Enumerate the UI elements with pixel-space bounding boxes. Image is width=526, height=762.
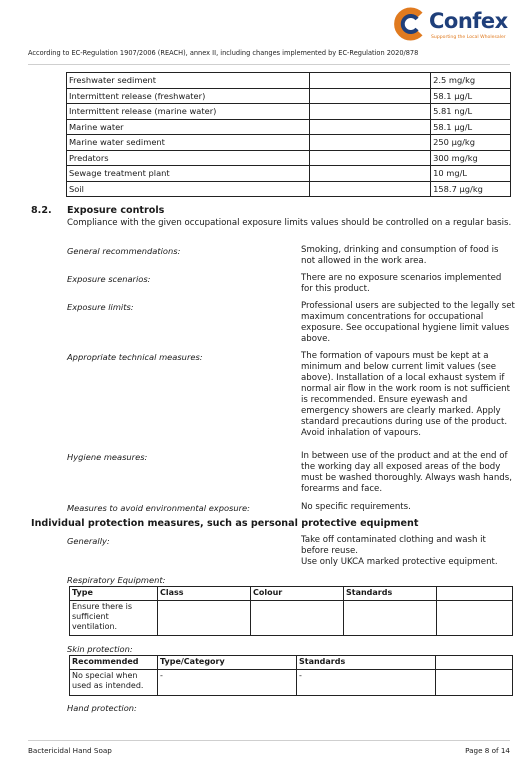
table-cell: Sewage treatment plant: [67, 166, 310, 182]
section-intro: Compliance with the given occupational exposure limits values should be controlled on a regular basis.: [67, 218, 512, 228]
table-cell: [309, 73, 430, 89]
table-cell: Ensure there is sufficient ventilation.: [70, 601, 158, 636]
table-cell: 58.1 µg/L: [431, 119, 511, 135]
section-title: Exposure controls: [67, 205, 165, 216]
skin-protection-label: Skin protection:: [67, 644, 133, 654]
table-cell: [251, 601, 344, 636]
footer-product-name: Bactericidal Hand Soap: [28, 746, 112, 755]
table-cell: Intermittent release (marine water): [67, 104, 310, 120]
table-cell: [158, 601, 251, 636]
table-row: [67, 73, 511, 89]
footer-divider: [28, 740, 510, 741]
technical-measures-value: The formation of vapours must be kept at a minimum and below current limit values (see above). Installation of a local exhaust system if normal air flow in the work room is not sufficient is recommended. Ensure eyewash and emergency showers are clearly marked. Apply standard precautions during use of the product. Avoid inhalation of vapours.: [301, 351, 510, 438]
table-cell: Predators: [67, 150, 310, 166]
column-header: Standards: [344, 587, 437, 601]
column-header: Type/Category: [158, 656, 297, 670]
column-header: Type: [70, 587, 158, 601]
table-cell: 58.1 µg/L: [431, 88, 511, 104]
section-number: 8.2.: [31, 205, 52, 216]
table-row: [67, 88, 511, 104]
table-row: [70, 601, 513, 636]
table-cell: [309, 135, 430, 151]
generally-line-1: Take off contaminated clothing and wash it before reuse.: [301, 535, 486, 556]
table-cell: 10 mg/L: [431, 166, 511, 182]
brand-name: Confex: [429, 9, 508, 33]
table-cell: [309, 88, 430, 104]
table-row: [67, 150, 511, 166]
table-header-row: [70, 656, 513, 670]
environmental-exposure-value: No specific requirements.: [301, 502, 411, 512]
table-cell: [437, 601, 513, 636]
table-cell: 300 mg/kg: [431, 150, 511, 166]
column-header: [436, 656, 513, 670]
table-cell: [309, 181, 430, 197]
table-cell: [344, 601, 437, 636]
table-row: [67, 166, 511, 182]
skin-protection-table: [69, 655, 513, 696]
exposure-limits-label: Exposure limits:: [67, 302, 134, 312]
header-divider: [28, 64, 510, 65]
general-recommendations-label: General recommendations:: [67, 246, 181, 256]
table-cell: [309, 150, 430, 166]
table-row: [70, 670, 513, 696]
generally-line-2: Use only UKCA marked protective equipment.: [301, 557, 498, 567]
table-row: [67, 135, 511, 151]
column-header: Colour: [251, 587, 344, 601]
respiratory-equipment-table: [69, 586, 513, 636]
table-cell: 158.7 µg/kg: [431, 181, 511, 197]
generally-label: Generally:: [67, 536, 110, 546]
table-cell: Marine water sediment: [67, 135, 310, 151]
column-header: [437, 587, 513, 601]
regulation-line: According to EC-Regulation 1907/2006 (REACH), annex II, including changes implemented by EC-Regulation 2020/878: [28, 49, 419, 57]
table-cell: Freshwater sediment: [67, 73, 310, 89]
footer-page-number: Page 8 of 14: [465, 746, 510, 755]
confex-logo: [393, 7, 513, 43]
table-header-row: [70, 587, 513, 601]
column-header: Class: [158, 587, 251, 601]
hand-protection-label: Hand protection:: [67, 703, 137, 713]
table-cell: [309, 104, 430, 120]
generally-value: [301, 535, 515, 568]
exposure-limits-value: Professional users are subjected to the legally set maximum concentrations for occupational exposure. See occupational hygiene limit values above.: [301, 301, 515, 344]
table-row: [67, 181, 511, 197]
column-header: Standards: [297, 656, 436, 670]
hygiene-measures-value: In between use of the product and at the end of the working day all exposed areas of the body must be washed thoroughly. Always wash hands, forearms and face.: [301, 451, 512, 494]
table-cell: [436, 670, 513, 696]
table-cell: Soil: [67, 181, 310, 197]
table-cell: -: [158, 670, 297, 696]
individual-protection-heading: Individual protection measures, such as personal protective equipment: [31, 518, 419, 529]
table-cell: Marine water: [67, 119, 310, 135]
environmental-exposure-label: Measures to avoid environmental exposure:: [67, 503, 250, 513]
table-cell: 2.5 mg/kg: [431, 73, 511, 89]
table-cell: [309, 166, 430, 182]
pnec-values-table: [66, 72, 511, 197]
table-row: [67, 119, 511, 135]
column-header: Recommended: [70, 656, 158, 670]
brand-tagline: Supporting the Local Wholesaler: [431, 35, 506, 40]
table-cell: -: [297, 670, 436, 696]
exposure-scenarios-label: Exposure scenarios:: [67, 274, 151, 284]
table-row: [67, 104, 511, 120]
hygiene-measures-label: Hygiene measures:: [67, 452, 148, 462]
table-cell: [309, 119, 430, 135]
exposure-scenarios-value: There are no exposure scenarios implemented for this product.: [301, 273, 502, 294]
respiratory-equipment-label: Respiratory Equipment:: [67, 575, 166, 585]
table-cell: No special when used as intended.: [70, 670, 158, 696]
table-cell: 250 µg/kg: [431, 135, 511, 151]
table-cell: 5.81 ng/L: [431, 104, 511, 120]
table-cell: Intermittent release (freshwater): [67, 88, 310, 104]
confex-c-icon: [393, 7, 427, 41]
technical-measures-label: Appropriate technical measures:: [67, 352, 203, 362]
general-recommendations-value: Smoking, drinking and consumption of food is not allowed in the work area.: [301, 245, 499, 266]
